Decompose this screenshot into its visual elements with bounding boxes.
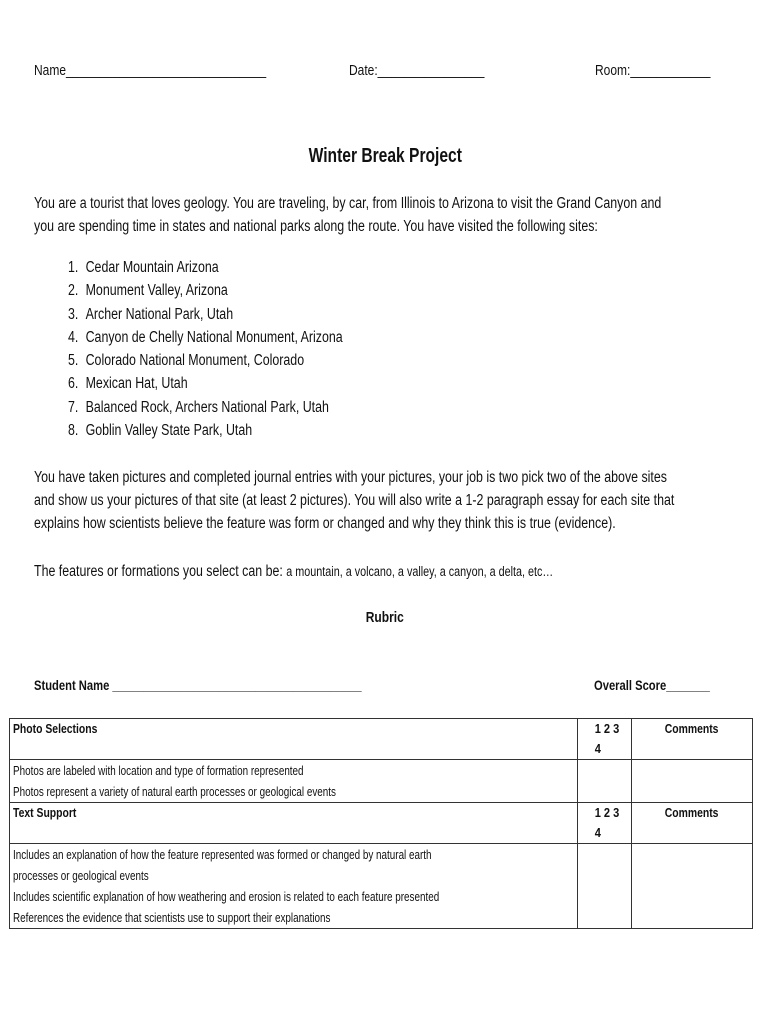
page-title: Winter Break Project	[308, 145, 462, 167]
list-item: 2. Monument Valley, Arizona	[68, 282, 228, 300]
overall-score-field: Overall Score_______	[594, 677, 710, 693]
criterion: Includes scientific explanation of how weathering and erosion is related to each feature presented	[13, 889, 440, 904]
name-label: Name______________________________	[34, 62, 267, 79]
list-item: 6. Mexican Hat, Utah	[68, 375, 188, 393]
list-item: 1. Cedar Mountain Arizona	[68, 259, 219, 276]
room-label: Room:____________	[595, 62, 711, 79]
features-paragraph	[34, 560, 734, 583]
table-row	[10, 803, 753, 844]
score-scale: 1 2 3 4	[577, 803, 631, 844]
task-paragraph	[34, 466, 734, 535]
criterion: processes or geological events	[13, 868, 149, 883]
intro-line: You are a tourist that loves geology. You are traveling, by car, from Illinois to Arizona to visit the Grand Canyon and	[34, 195, 662, 212]
section-heading: Text Support	[10, 803, 578, 844]
comments-cell	[631, 760, 752, 803]
task-line: explains how scientists believe the feature was form or changed and why they think this is true (evidence).	[34, 515, 616, 532]
rubric-table	[9, 718, 753, 929]
sites-list	[68, 256, 411, 442]
student-name-field: Student Name ________________________________________	[34, 677, 362, 693]
score-scale: 1 2 3 4	[577, 719, 631, 760]
score-cell	[577, 844, 631, 929]
comments-heading: Comments	[631, 803, 752, 844]
score-cell	[577, 760, 631, 803]
intro-line: you are spending time in states and national parks along the route. You have visited the following sites:	[34, 218, 598, 235]
section-heading: Photo Selections	[10, 719, 578, 760]
name-field	[34, 62, 324, 79]
intro-paragraph	[34, 192, 734, 238]
criteria-cell	[10, 844, 578, 929]
room-field	[595, 62, 739, 79]
date-field	[349, 62, 518, 79]
criterion: Photos represent a variety of natural earth processes or geological events	[13, 784, 336, 799]
table-row	[10, 844, 753, 929]
features-examples: a mountain, a volcano, a valley, a canyon, a delta, etc…	[286, 564, 554, 579]
table-row	[10, 760, 753, 803]
list-item: 5. Colorado National Monument, Colorado	[68, 352, 305, 370]
list-item: 7. Balanced Rock, Archers National Park, Utah	[68, 398, 329, 416]
date-label: Date:________________	[349, 62, 485, 79]
criterion: References the evidence that scientists use to support their explanations	[13, 910, 331, 925]
list-item: 4. Canyon de Chelly National Monument, Arizona	[68, 328, 343, 346]
comments-cell	[631, 844, 752, 929]
criterion: Includes an explanation of how the feature represented was formed or changed by natural earth	[13, 847, 432, 862]
task-line: You have taken pictures and completed journal entries with your pictures, your job is two pick two of the above sites	[34, 469, 667, 486]
list-item: 8. Goblin Valley State Park, Utah	[68, 422, 253, 440]
criteria-cell	[10, 760, 578, 803]
task-line: and show us your pictures of that site (at least 2 pictures). You will also write a 1-2 paragraph essay for each site that	[34, 492, 675, 509]
rubric-title: Rubric	[365, 609, 404, 626]
table-row	[10, 719, 753, 760]
list-item: 3. Archer National Park, Utah	[68, 305, 234, 323]
comments-heading: Comments	[631, 719, 752, 760]
criterion: Photos are labeled with location and type of formation represented	[13, 763, 304, 778]
features-lead: The features or formations you select can be:	[34, 563, 287, 580]
